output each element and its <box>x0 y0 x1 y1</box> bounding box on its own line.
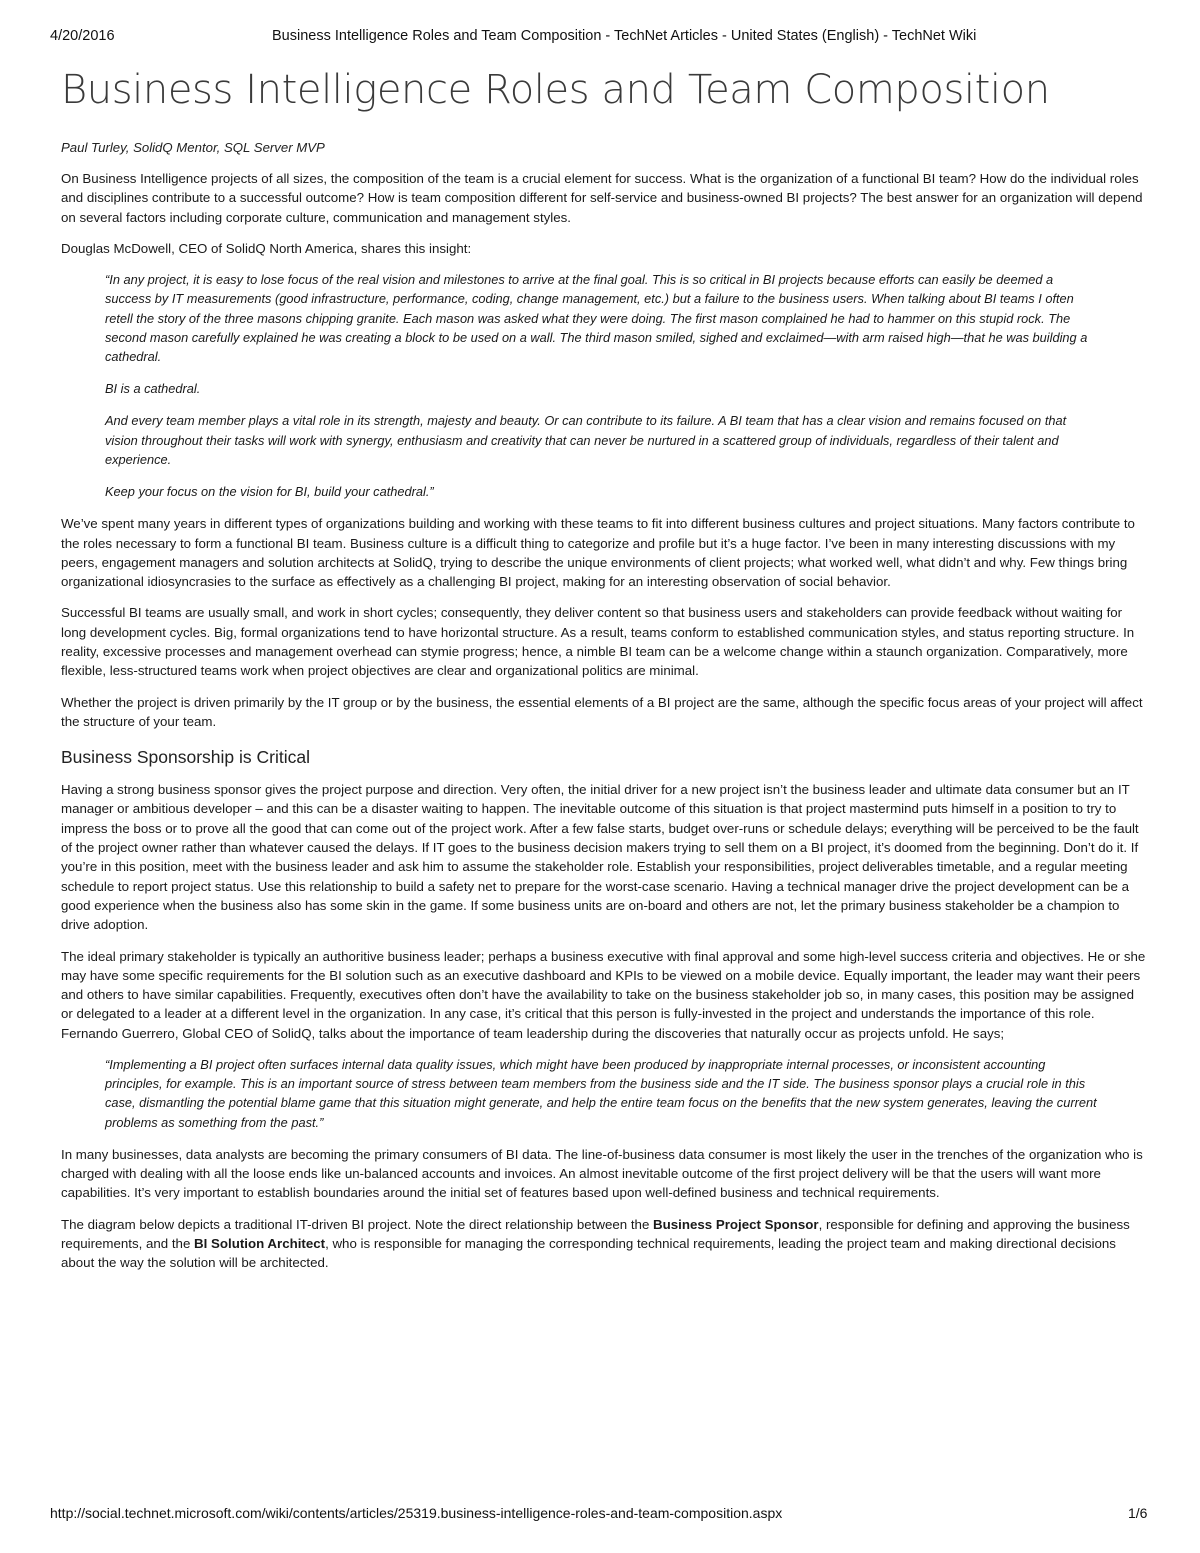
paragraph-data-analysts: In many businesses, data analysts are becoming the primary consumers of BI data. The line-of-business data consumer is most likely the user in the trenches of the organization who is charged with dealing with all the loose ends like un-balanced accounts and invoices. An almost inevitable outcome of the first project delivery will be that the users will want more capabilities. It’s very important to establish boundaries around the initial set of features based upon well-defined business and technical requirements. <box>61 1146 1143 1201</box>
paragraph-successful-teams: Successful BI teams are usually small, and work in short cycles; consequently, they deliver content so that business users and stakeholders can provide feedback without waiting for long development cycles. Big, formal organizations tend to have horizontal structure. As a result, teams conform to established communication styles, and status reporting structure. In reality, excessive processes and management overhead can stymie progress; hence, a nimble BI team can be a welcome change within a staunch organization. Comparatively, more flexible, less-structured teams work when project objectives are clear and organizational politics are minimal. <box>61 605 1135 679</box>
quote-paragraph: Keep your focus on the vision for BI, build your cathedral.” <box>105 484 434 500</box>
article <box>61 62 1147 1285</box>
paragraph-insight-intro: Douglas McDowell, CEO of SolidQ North America, shares this insight: <box>61 240 472 256</box>
quote-paragraph: And every team member plays a vital role in its strength, majesty and beauty. Or can contribute to its failure. A BI team that has a clear vision and remains focused on that vision throughout their tasks will work with synergy, enthusiasm and creativity that can never be nurtured in a scattered group of individuals, regardless of their talent and experience. <box>105 413 1067 467</box>
paragraph-business-sponsor: Having a strong business sponsor gives the project purpose and direction. Very often, the initial driver for a new project isn’t the business leader and ultimate data consumer but an IT manager or ambitious developer – and this can be a disaster waiting to happen. The inevitable outcome of this situation is that project mastermind puts himself in a position to try to impress the boss or to prove all the good that can come out of the project work. After a few false starts, budget over-runs or schedule delays; everything will be perceived to be the fault of the project owner rather than whatever caused the delays. If IT goes to the business decision makers trying to sell them on a BI project, it’s doomed from the beginning. Don’t do it. If you’re in this position, meet with the business leader and ask him to assume the stakeholder role. Establish your responsibilities, project deliverables timetable, and a regular meeting schedule to report project status. Use this relationship to build a safety net to prepare for the worst-case scenario. Having a technical manager drive the project development can be a good experience when the business also has some skin in the game. If some business units are on-board and others are not, let the primary business stakeholder be a champion to drive adoption. <box>61 782 1139 933</box>
quote-paragraph: “In any project, it is easy to lose focus of the real vision and milestones to arrive at the final goal. This is so critical in BI projects because efforts can easily be deemed a success by IT measurements (good infrastructure, performance, coding, change management, etc.) but a failure to the business users. When talking about BI teams I often retell the story of the three masons chipping granite. Each mason was asked what they were doing. The first mason complained he had to hammer on this stupid rock. The second mason carefully explained he was creating a block to be used on a wall. The third mason smiled, sighed and exclaimed—with arm raised high—that he was building a cathedral. <box>105 272 1088 364</box>
page-number: 1/6 <box>1128 1505 1148 1521</box>
paragraph-essential-elements: Whether the project is driven primarily by the IT group or by the business, the essential elements of a BI project are the same, although the specific focus areas of your project will affect the structure of your team. <box>61 694 1143 729</box>
print-url: http://social.technet.microsoft.com/wiki/contents/articles/25319.business-intelligence-roles-and-team-composition.aspx <box>50 1505 783 1521</box>
business-project-sponsor-term: Business Project Sponsor <box>653 1216 819 1232</box>
print-header <box>0 28 1200 50</box>
quote-paragraph: “Implementing a BI project often surfaces internal data quality issues, which might have been produced by inappropriate internal processes, or inconsistent accounting principles, for example. This is an important source of stress between team members from the business side and the IT side. The business sponsor plays a crucial role in this case, dismantling the potential blame game that this situation might generate, and help the entire team focus on the benefits that the new system generates, leaving the current problems as something from the past.” <box>105 1057 1097 1130</box>
article-title: Business Intelligence Roles and Team Composition <box>61 67 1050 113</box>
print-date: 4/20/2016 <box>50 28 115 44</box>
paragraph-experience: We’ve spent many years in different types of organizations building and working with these teams to fit into different business cultures and project situations. Many factors contribute to the roles necessary to form a functional BI team. Business culture is a difficult thing to categorize and profile but it’s a huge factor. I’ve been in many interesting discussions with my peers, engagement managers and solution architects at SolidQ, trying to describe the unique environments of client projects; what worked well, what didn’t and why. Few things bring organizational idiosyncrasies to the surface as effectively as a challenging BI project, making for an interesting observation of social behavior. <box>61 516 1135 590</box>
bi-solution-architect-term: BI Solution Architect <box>194 1236 326 1252</box>
paragraph-ideal-stakeholder: The ideal primary stakeholder is typically an authoritive business leader; perhaps a business executive with final approval and some high-level success criteria and objectives. He or she may have some specific requirements for the BI solution such as an executive dashboard and KPIs to be viewed on a mobile device. Equally important, the leader may want their peers and others to have similar capabilities. Frequently, executives often don’t have the availability to take on the business stakeholder job so, in many cases, this position may be assigned or delegated to a leader at a different level in the organization. In any case, it’s critical that this person is fully-invested in the project and understands the importance of this role. Fernando Guerrero, Global CEO of SolidQ, talks about the importance of team leadership during the discoveries that naturally occur as projects unfold. He says; <box>61 948 1146 1041</box>
quote-paragraph: BI is a cathedral. <box>105 381 201 397</box>
section-heading: Business Sponsorship is Critical <box>61 747 310 768</box>
blockquote-guerrero <box>105 1055 1097 1132</box>
paragraph-diagram-intro: The diagram below depicts a traditional IT-driven BI project. Note the direct relationship between the Business Project Sponsor, responsible for defining and approving the business requirements, and the BI Solution Architect, who is responsible for managing the corresponding technical requirements, leading the project team and making directional decisions about the way the solution will be architected. <box>61 1216 1130 1271</box>
article-author: Paul Turley, SolidQ Mentor, SQL Server MVP <box>61 140 325 155</box>
blockquote-mcdowell <box>105 270 1097 501</box>
print-title: Business Intelligence Roles and Team Composition - TechNet Articles - United States (English) - TechNet Wiki <box>272 28 977 44</box>
paragraph-intro: On Business Intelligence projects of all sizes, the composition of the team is a crucial element for success. What is the organization of a functional BI team? How do the individual roles and disciplines contribute to a successful outcome? How is team composition different for self-service and business-owned BI projects? The best answer for an organization will depend on several factors including corporate culture, communication and management styles. <box>61 171 1143 225</box>
